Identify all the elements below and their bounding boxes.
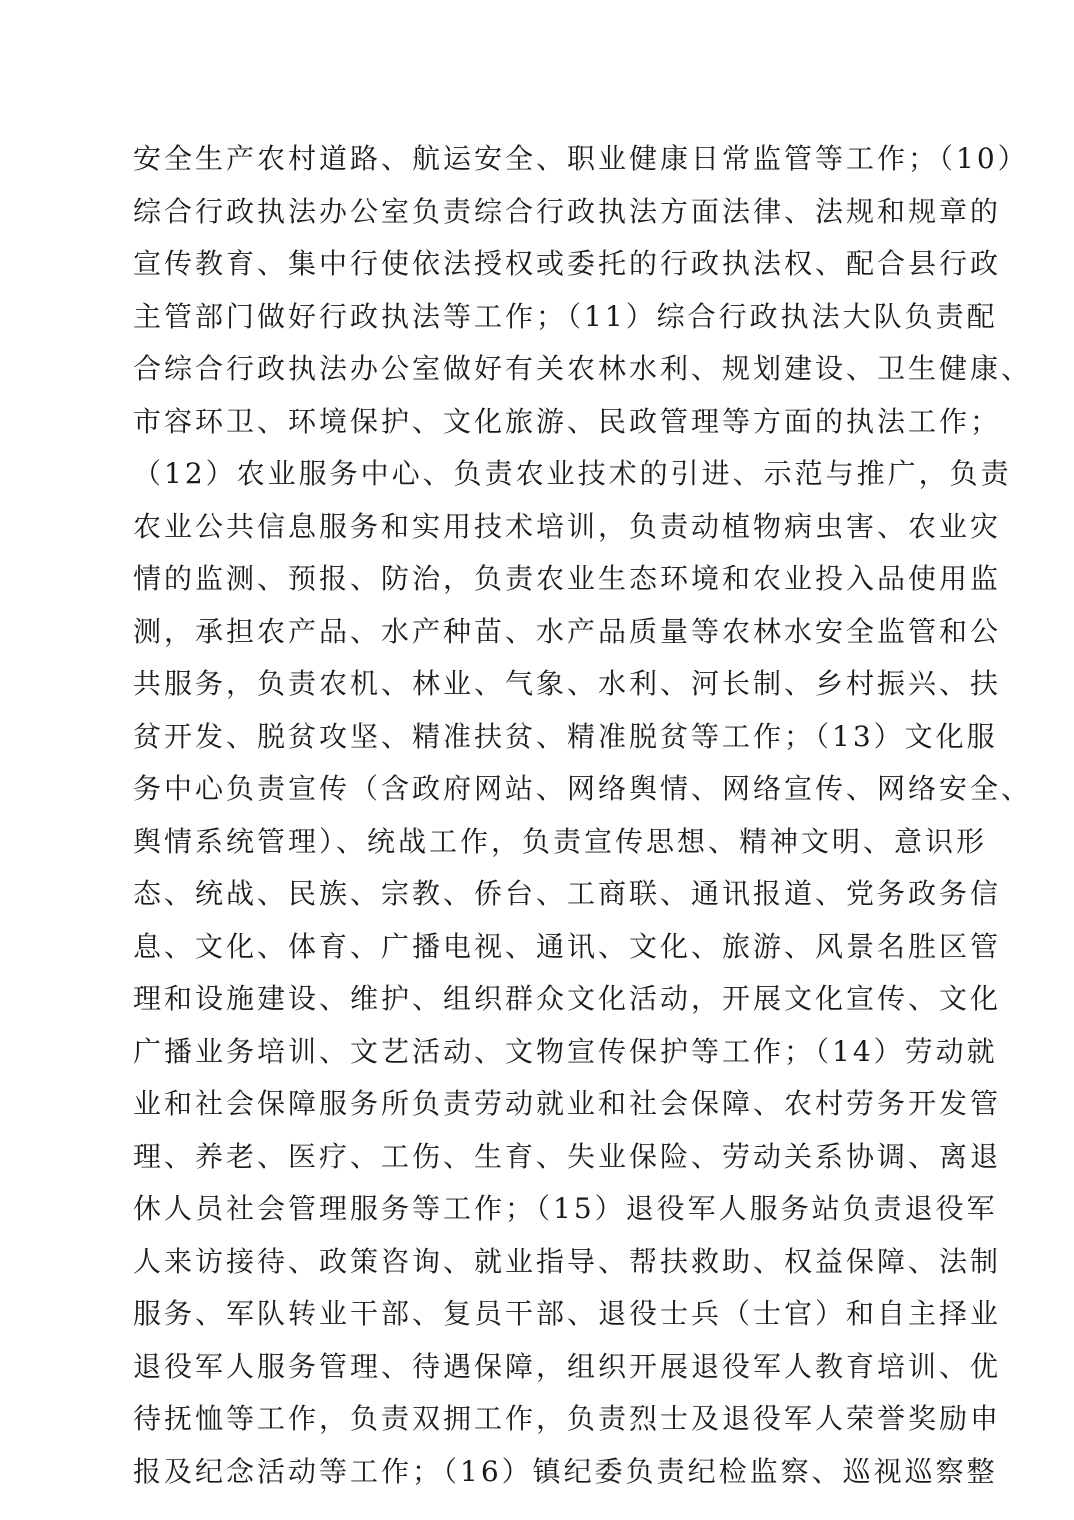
text-line: 宣传教育、集中行使依法授权或委托的行政执法权、配合县行政	[133, 247, 1002, 280]
text-line: 市容环卫、环境保护、文化旅游、民政管理等方面的执法工作；	[133, 404, 1002, 438]
text-line: 贫开发、脱贫攻坚、精准扶贫、精准脱贫等工作；（13）文化服	[133, 719, 998, 753]
text-line: 农业公共信息服务和实用技术培训，负责动植物病虫害、农业灾	[133, 509, 1002, 543]
text-line: 业和社会保障服务所负责劳动就业和社会保障、农村劳务开发管	[133, 1087, 1002, 1120]
text-line: 测，承担农产品、水产种苗、水产品质量等农林水安全监管和公	[133, 614, 1002, 648]
text-line: 广播业务培训、文艺活动、文物宣传保护等工作；（14）劳动就	[133, 1034, 998, 1068]
text-line: 主管部门做好行政执法等工作；（11）综合行政执法大队负责配	[133, 299, 998, 333]
text-line: 态、统战、民族、宗教、侨台、工商联、通讯报道、党务政务信	[133, 877, 1002, 910]
text-line: 安全生产农村道路、航运安全、职业健康日常监管等工作；（10）	[133, 142, 1029, 175]
text-line: 理和设施建设、维护、组织群众文化活动，开展文化宣传、文化	[133, 982, 1002, 1015]
text-line: 服务、军队转业干部、复员干部、退役士兵（士官）和自主择业	[133, 1297, 1002, 1330]
text-line: 综合行政执法办公室负责综合行政执法方面法律、法规和规章的	[133, 194, 1002, 228]
text-line: 理、养老、医疗、工伤、生育、失业保险、劳动关系协调、离退	[133, 1139, 1002, 1173]
text-line: （12）农业服务中心、负责农业技术的引进、示范与推广，负责	[133, 457, 1012, 490]
text-line: 务中心负责宣传（含政府网站、网络舆情、网络宣传、网络安全、	[133, 772, 1033, 805]
text-line: 舆情系统管理）、统战工作，负责宣传思想、精神文明、意识形	[133, 824, 988, 858]
text-line: 人来访接待、政策咨询、就业指导、帮扶救助、权益保障、法制	[133, 1244, 1002, 1278]
text-line: 待抚恤等工作，负责双拥工作，负责烈士及退役军人荣誉奖励申	[133, 1402, 1002, 1435]
text-line: 共服务，负责农机、林业、气象、水利、河长制、乡村振兴、扶	[133, 667, 1002, 700]
text-line: 合综合行政执法办公室做好有关农林水利、规划建设、卫生健康、	[133, 352, 1033, 385]
text-line: 退役军人服务管理、待遇保障，组织开展退役军人教育培训、优	[133, 1349, 1002, 1383]
text-line: 息、文化、体育、广播电视、通讯、文化、旅游、风景名胜区管	[133, 929, 1002, 963]
body-text	[133, 133, 1033, 1498]
text-line: 情的监测、预报、防治，负责农业生态环境和农业投入品使用监	[133, 562, 1002, 595]
text-line: 休人员社会管理服务等工作；（15）退役军人服务站负责退役军	[133, 1192, 998, 1225]
text-line: 报及纪念活动等工作；（16）镇纪委负责纪检监察、巡视巡察整	[133, 1454, 998, 1488]
